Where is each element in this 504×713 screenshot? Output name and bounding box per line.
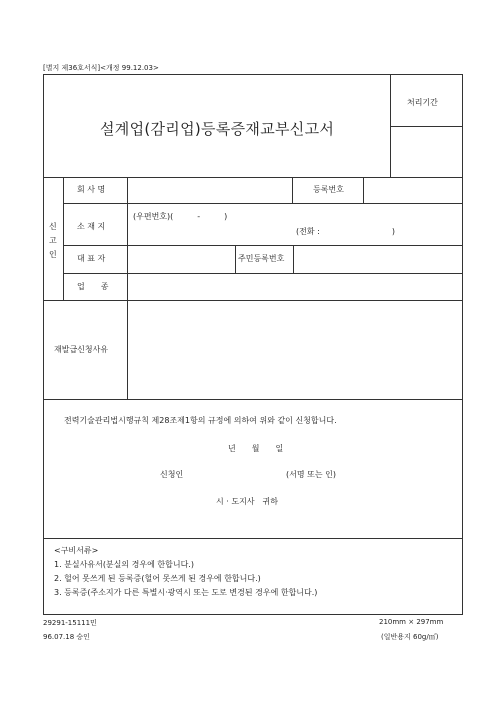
- frame-left: [43, 74, 44, 615]
- registration-number-label: 등록번호: [313, 185, 344, 194]
- required-docs-heading: <구비서류>: [54, 546, 99, 555]
- form-number: [별지 제36호서식]<개정 99.12.03>: [43, 64, 159, 72]
- row-line-2: [63, 245, 462, 246]
- processing-row-line: [390, 126, 462, 127]
- required-doc-item-3: 3. 등록증(주소지가 다른 특별시·광역시 또는 도로 변경된 경우에 한합니다.): [54, 588, 318, 597]
- applicant-label-divider: [127, 177, 128, 301]
- business-type-label: 업 종: [77, 282, 109, 291]
- phone-field: (전화 : ): [296, 227, 395, 236]
- applicant-side-label-1: 신: [49, 222, 57, 231]
- applicant-side-label-2: 고: [49, 236, 57, 245]
- row-line-1: [63, 203, 462, 204]
- recipient: 시 · 도지사 귀하: [216, 497, 278, 506]
- required-doc-item-1: 1. 분실사유서(분실의 경우에 한합니다.): [54, 560, 194, 569]
- declaration-date: 년 월 일: [228, 444, 284, 453]
- footer-paper-type: (일반용지 60g/㎡): [381, 633, 439, 641]
- frame-right: [462, 74, 463, 615]
- reg-no-right-divider: [363, 177, 364, 203]
- row-line-4: [43, 300, 463, 301]
- form-title: 설계업(감리업)등록증재교부신고서: [100, 120, 335, 138]
- postal-code-field: (우편번호)( - ): [133, 212, 228, 221]
- frame-bottom: [43, 614, 463, 615]
- footer-paper-size: 210mm × 297mm: [379, 618, 444, 626]
- resident-right-divider: [293, 245, 294, 273]
- representative-label: 대 표 자: [77, 254, 106, 263]
- footer-approval-date: 96.07.18 승인: [43, 633, 90, 641]
- applicant-signature-label: 신청인: [160, 470, 184, 479]
- processing-period-label: 처리기간: [407, 98, 438, 107]
- required-doc-item-2: 2. 헐어 못쓰게 된 등록증(헐어 못쓰게 된 경우에 한합니다.): [54, 574, 261, 583]
- declaration-statement: 전력기술관리법시행규칙 제28조제1항의 규정에 의하여 위와 같이 신청합니다.: [64, 416, 337, 425]
- reissue-reason-label: 재발급신청사유: [54, 345, 109, 354]
- resident-left-divider: [235, 245, 236, 273]
- address-label: 소 재 지: [77, 222, 106, 231]
- reg-no-left-divider: [292, 177, 293, 203]
- signature-or-seal: (서명 또는 인): [286, 470, 336, 479]
- frame-top: [43, 74, 463, 75]
- footer-form-code: 29291-15111민: [43, 619, 97, 627]
- company-name-label: 회 사 명: [77, 185, 106, 194]
- reason-divider: [127, 300, 128, 399]
- row-line-3: [63, 273, 462, 274]
- section-line-applicant-top: [43, 177, 463, 178]
- resident-number-label: 주민등록번호: [238, 254, 285, 263]
- applicant-side-divider: [63, 177, 64, 301]
- section-line-docs-top: [43, 538, 463, 539]
- applicant-side-label-3: 인: [49, 250, 57, 259]
- section-line-declaration-top: [43, 399, 463, 400]
